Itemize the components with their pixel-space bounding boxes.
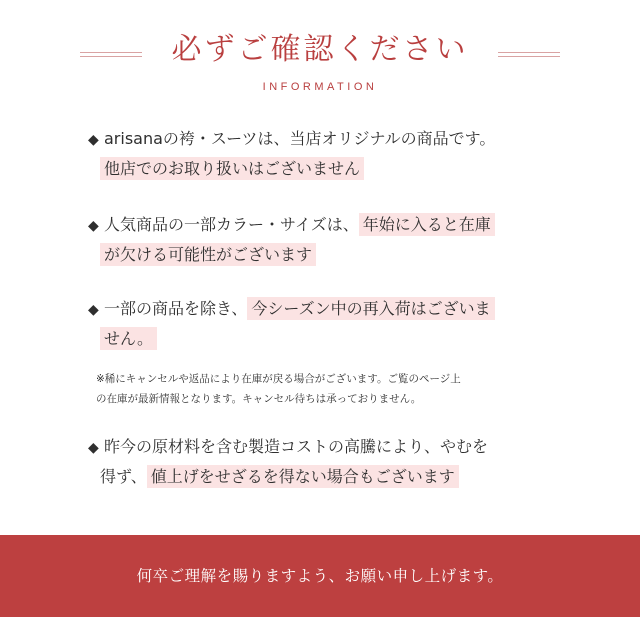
highlight-text: 値上げをせざるを得ない場合もございます bbox=[147, 465, 459, 488]
diamond-bullet-icon: ◆ bbox=[88, 132, 99, 148]
highlight-text: 年始に入ると在庫 bbox=[359, 213, 495, 236]
diamond-bullet-icon: ◆ bbox=[88, 218, 99, 234]
info-item-1-line2 bbox=[88, 154, 495, 184]
info-item-4-line2: 得ず、 値上げをせざるを得ない場合もございます bbox=[88, 462, 488, 492]
right-decoration-lines bbox=[498, 52, 560, 58]
highlight-text: 他店でのお取り扱いはございません bbox=[100, 157, 364, 180]
info-item-3 bbox=[88, 294, 495, 354]
header bbox=[0, 0, 640, 110]
highlight-text: せん。 bbox=[100, 327, 157, 350]
footnote-line2: の在庫が最新情報となります。キャンセル待ちは承っておりません。 bbox=[96, 393, 422, 405]
info-item-1 bbox=[88, 124, 495, 184]
diamond-bullet-icon: ◆ bbox=[88, 302, 99, 318]
footer-message: 何卒ご理解を賜りますよう、お願い申し上げます。 bbox=[136, 567, 504, 585]
footnote bbox=[96, 369, 596, 409]
footnote-line1: ※稀にキャンセルや返品により在庫が戻る場合がございます。ご覧のページ上 bbox=[96, 373, 461, 385]
info-item-2 bbox=[88, 210, 495, 270]
diamond-bullet-icon: ◆ bbox=[88, 440, 99, 456]
info-item-2-line1: ◆ 人気商品の一部カラー・サイズは、 年始に入ると在庫 bbox=[88, 210, 495, 240]
info-item-4 bbox=[88, 432, 488, 492]
info-item-3-line1: ◆ 一部の商品を除き、 今シーズン中の再入荷はございま bbox=[88, 294, 495, 324]
page-title: 必ずご確認ください bbox=[171, 32, 469, 67]
info-item-3-line2 bbox=[88, 324, 495, 354]
highlight-text: 今シーズン中の再入荷はございま bbox=[247, 297, 494, 320]
highlight-text: が欠ける可能性がございます bbox=[100, 243, 316, 266]
footer-banner bbox=[0, 535, 640, 617]
info-item-4-line1: ◆ 昨今の原材料を含む製造コストの高騰により、やむを bbox=[88, 432, 488, 462]
page-subtitle: INFORMATION bbox=[262, 81, 378, 93]
info-item-1-line1: ◆ arisanaの袴・スーツは、当店オリジナルの商品です。 bbox=[88, 124, 495, 154]
info-item-2-line2 bbox=[88, 240, 495, 270]
